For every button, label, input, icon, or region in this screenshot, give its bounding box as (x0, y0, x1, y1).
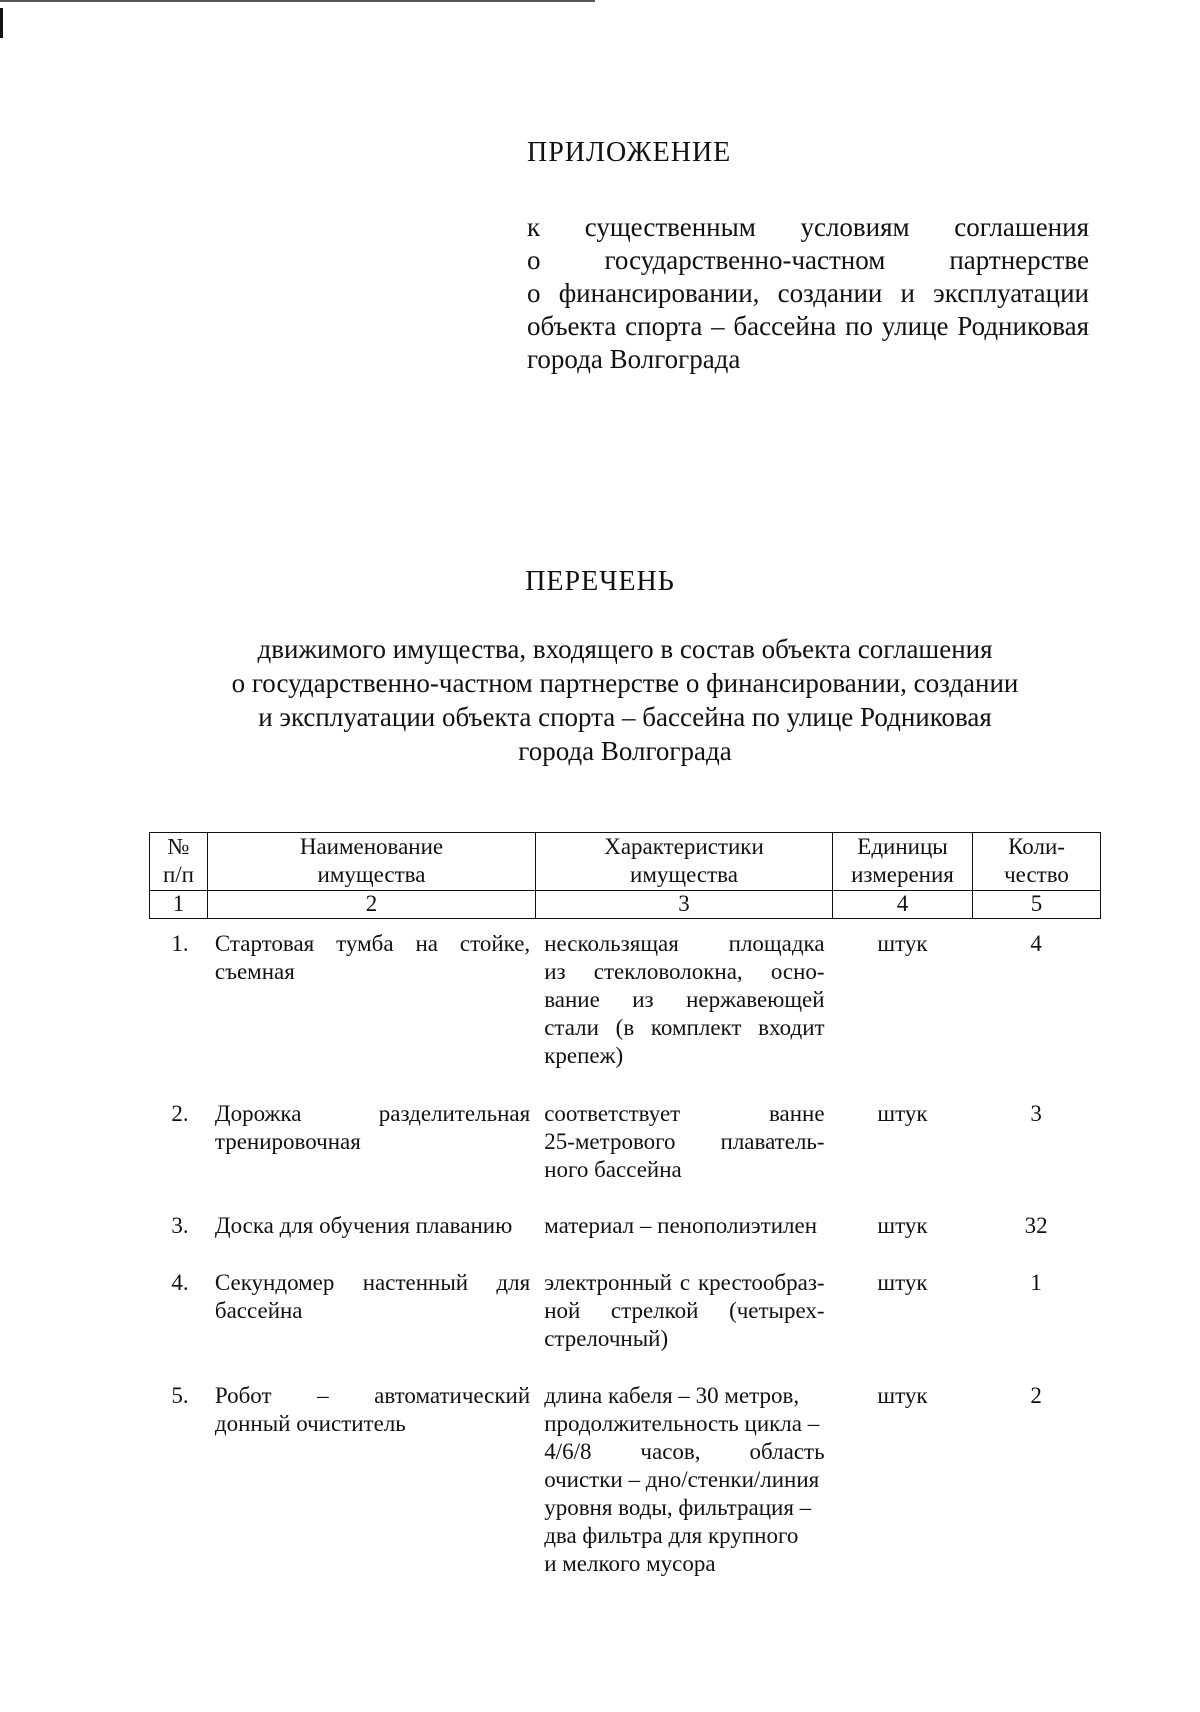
property-table-body (149, 930, 1100, 1582)
scan-top-edge-line (0, 0, 595, 2)
subtitle-line: и эксплуатации объекта спорта – бассейна по улице Родниковая (258, 702, 992, 732)
subtitle-line: города Волгограда (518, 736, 732, 766)
subtitle-line: о государственно-частном партнерстве о финансировании, создании (231, 668, 1019, 698)
row-number: 1. (171, 931, 189, 956)
row-number: 4. (171, 1270, 189, 1295)
scan-left-edge-mark (0, 8, 3, 38)
row-name: Секундомер настенный для бассейна (214, 1270, 531, 1323)
header-cell-name: Наименование имущества (208, 833, 536, 891)
subtitle-line: движимого имущества, входящего в состав объекта соглашения (257, 634, 993, 664)
row-characteristics: нескользящая площадка из стекловолокна, осно- вание из нержавеющей стали (в комплект входит крепеж) (544, 931, 825, 1068)
appendix-line: к существенным условиям соглашения (527, 212, 1089, 242)
header-cell-characteristics: Характеристики имущества (536, 833, 833, 891)
row-unit: штук (877, 1270, 928, 1295)
row-number: 3. (171, 1213, 189, 1238)
header-cell-unit: Единицы измерения (833, 833, 973, 891)
table-row (149, 1269, 1100, 1382)
row-characteristics: электронный с крестообраз- ной стрелкой (четырех- стрелочный) (544, 1270, 825, 1351)
header-cell-quantity: Коли- чество (973, 833, 1101, 891)
table-row (149, 1100, 1100, 1212)
column-number: 3 (536, 891, 833, 919)
table-row (149, 930, 1100, 1100)
row-characteristics: соответствует ванне 25-метрового плаватель- ного бассейна (544, 1101, 825, 1182)
row-quantity: 2 (1030, 1383, 1042, 1408)
appendix-line: о финансировании, создании и эксплуатации (527, 278, 1089, 308)
header-row (150, 833, 1101, 891)
column-number: 2 (208, 891, 536, 919)
row-quantity: 4 (1030, 931, 1042, 956)
row-characteristics: длина кабеля – 30 метров, продолжительность цикла – 4/6/8 часов, область очистки – дно/стенки/линия уровня воды, фильтрация – два фильтра для крупного и мелкого мусора (544, 1383, 825, 1576)
table-row (149, 1382, 1100, 1582)
row-quantity: 1 (1030, 1270, 1042, 1295)
row-number: 5. (171, 1383, 189, 1408)
appendix-line: о государственно-частном партнерстве (527, 245, 1089, 275)
header-cell-number: № п/п (150, 833, 208, 891)
column-number: 1 (150, 891, 208, 919)
row-unit: штук (877, 1383, 928, 1408)
appendix-line: объекта спорта – бассейна по улице Родниковая (527, 311, 1089, 341)
row-quantity: 3 (1030, 1101, 1042, 1126)
row-name: Дорожка разделительная тренировочная (214, 1101, 531, 1154)
row-unit: штук (877, 1101, 928, 1126)
row-unit: штук (877, 931, 928, 956)
row-quantity: 32 (1024, 1213, 1048, 1238)
row-unit: штук (877, 1213, 928, 1238)
row-number: 2. (171, 1101, 189, 1126)
row-name: Робот – автоматический донный очиститель (214, 1383, 531, 1436)
row-name: Стартовая тумба на стойке, съемная (214, 931, 531, 984)
property-table-header (149, 832, 1101, 919)
row-characteristics: материал – пенополиэтилен (544, 1213, 817, 1238)
column-number: 5 (973, 891, 1101, 919)
row-name: Доска для обучения плаванию (214, 1213, 513, 1238)
column-number-row (150, 891, 1101, 919)
list-subtitle (195, 632, 1055, 768)
appendix-text (527, 211, 1089, 376)
list-title: ПЕРЕЧЕНЬ (525, 566, 675, 597)
appendix-title: ПРИЛОЖЕНИЕ (527, 137, 732, 168)
appendix-line: города Волгограда (527, 344, 741, 374)
appendix-block (527, 136, 1089, 376)
table-row (149, 1212, 1100, 1269)
column-number: 4 (833, 891, 973, 919)
